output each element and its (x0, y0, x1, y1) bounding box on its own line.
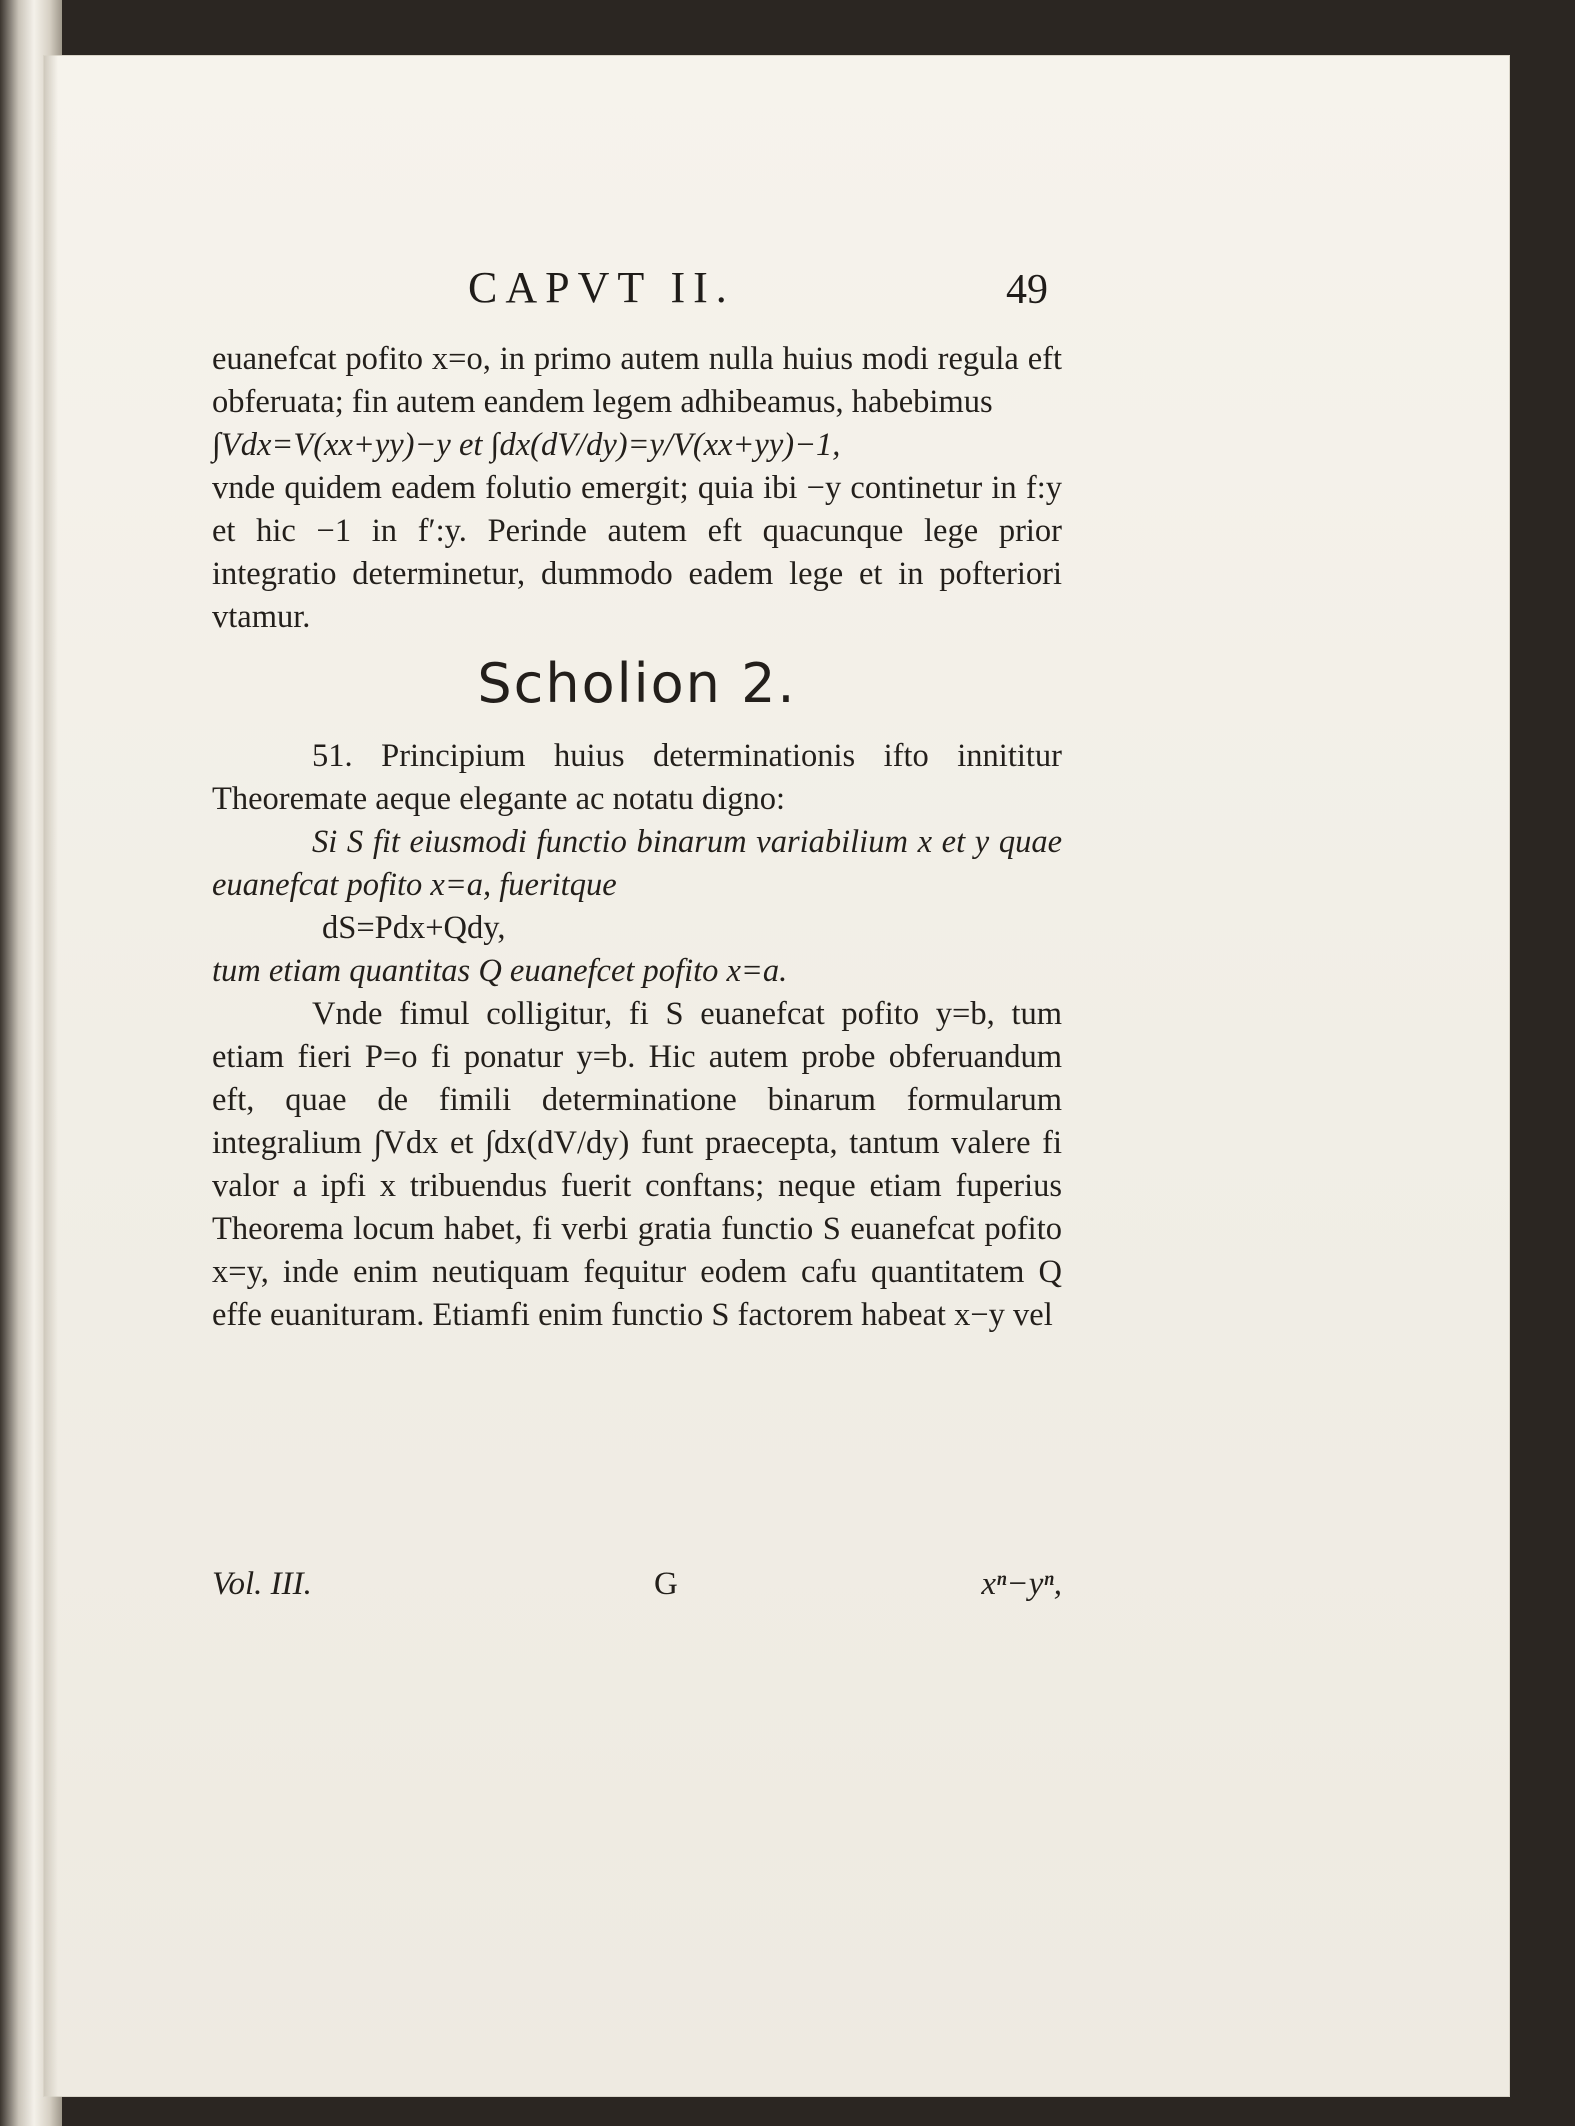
page-gutter-shadow (44, 56, 58, 2096)
signature-mark: G (654, 1566, 678, 1602)
page-body (212, 338, 1062, 1337)
page-number: 49 (1006, 267, 1048, 313)
paragraph-3: 51. Principium huius determinationis ifto innititur Theoremate aeque elegante ac notatu digno: (212, 738, 1062, 817)
paragraph-2: vnde quidem eadem folutio emergit; quia ibi −y continetur in f:y et hic −1 in f′:y. Perinde autem eft quacunque lege prior integratio determinetur, dummodo eadem lege et in pofteriori vtamur. (212, 470, 1062, 635)
running-head: CAPVT II. (468, 263, 735, 312)
catchword: xⁿ−yⁿ, (981, 1566, 1062, 1602)
formula-differential: dS=Pdx+Qdy, (322, 910, 506, 946)
page-header (0, 262, 1575, 322)
volume-label: Vol. III. (212, 1566, 312, 1602)
paragraph-1: euanefcat pofito x=o, in primo autem nulla huius modi regula eft obferuata; fin autem eandem legem adhibeamus, habebimus (212, 341, 1062, 420)
theorem-statement: Si S fit eiusmodi functio binarum variabilium x et y quae euanefcat pofito x=a, fueritque (212, 824, 1062, 903)
page-footer (212, 1566, 1062, 1614)
paragraph-4: Vnde fimul colligitur, fi S euanefcat pofito y=b, tum etiam fieri P=o fi ponatur y=b. Hic autem probe obferuandum eft, quae de fimili determinatione binarum formularum integralium ∫Vdx et ∫dx(dV/dy) funt praecepta, tantum valere fi valor a ipfi x tribuendus fuerit conftans; neque etiam fuperius Theorema locum habet, fi verbi gratia functio S euanefcat pofito x=y, inde enim neutiquam fequitur eodem cafu quantitatem Q effe euanituram. Etiamfi enim functio S factorem habeat x−y vel (212, 996, 1062, 1333)
section-heading: Scholion 2. (477, 652, 797, 715)
theorem-conclusion: tum etiam quantitas Q euanefcet pofito x=a. (212, 953, 788, 989)
formula-integrals: ∫Vdx=V(xx+yy)−y et ∫dx(dV/dy)=y/V(xx+yy)−1, (212, 427, 841, 463)
